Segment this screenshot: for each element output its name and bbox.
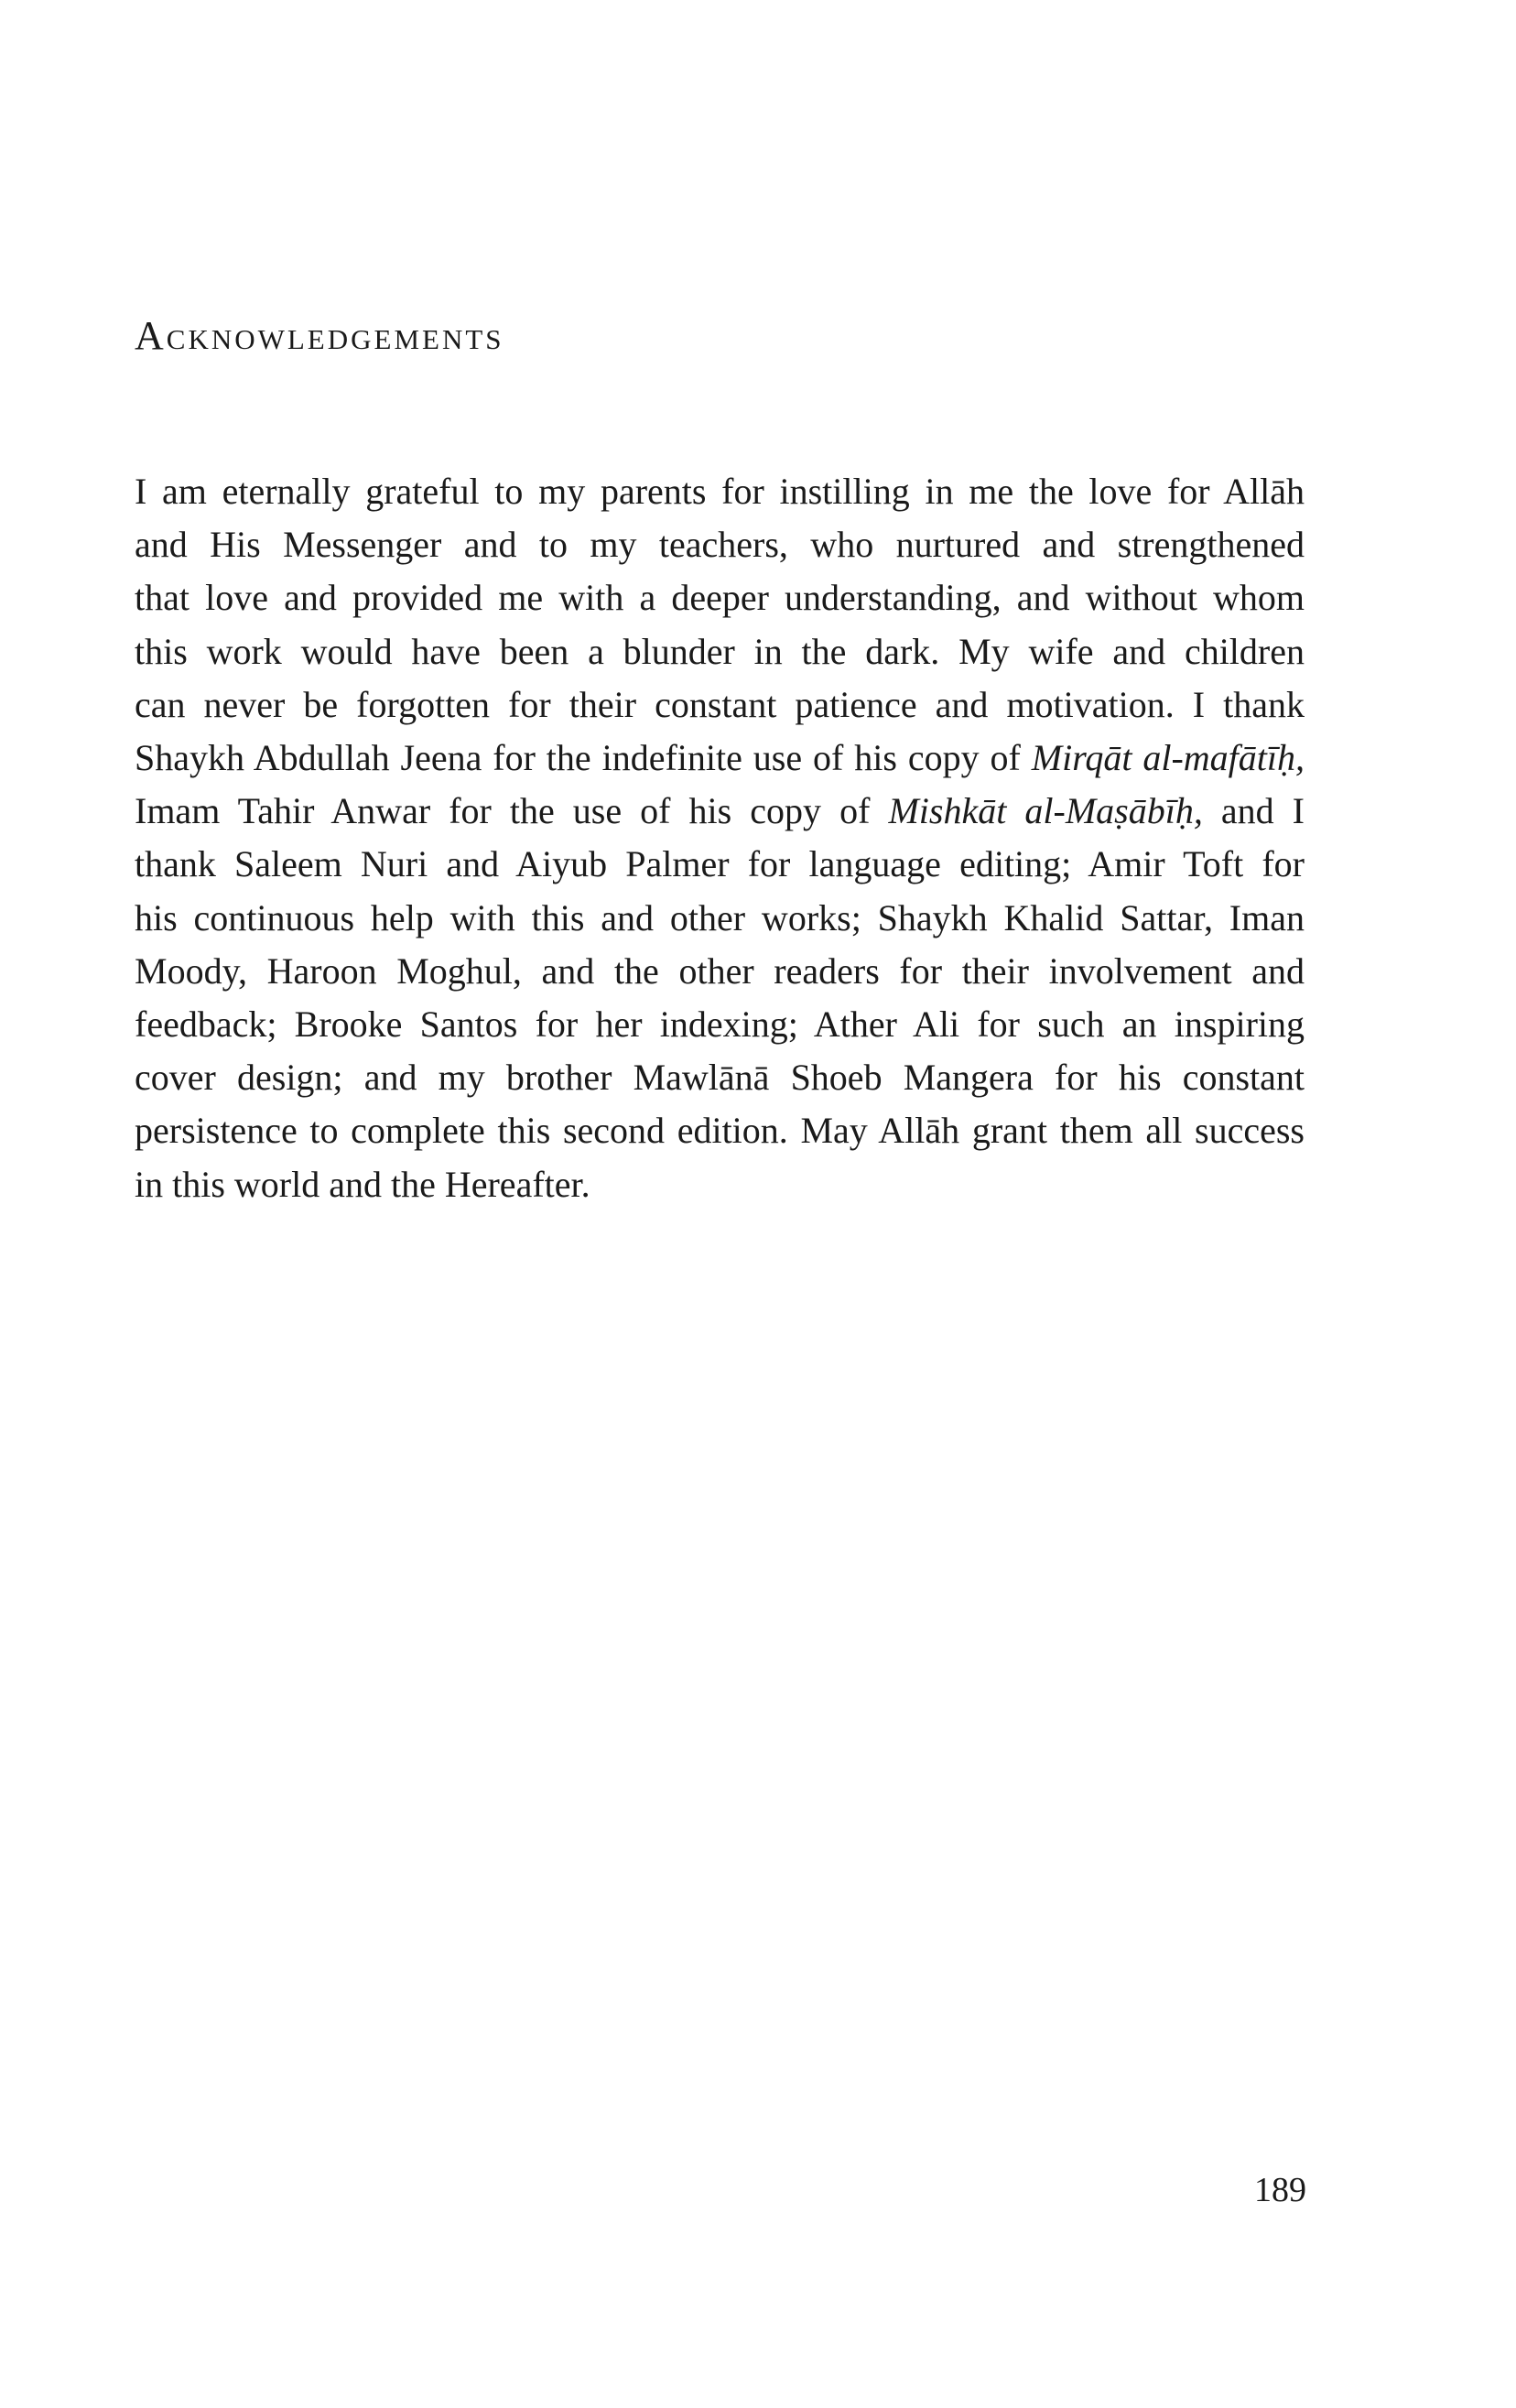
text-segment: Shaykh Abdullah Jeena for the indefinite use of his copy of	[135, 737, 1032, 779]
text-segment: in this world and the Hereafter.	[135, 1163, 590, 1205]
text-line	[135, 892, 1305, 945]
book-title-italic: Mishkāt al-Maṣābīḥ,	[888, 790, 1203, 832]
text-segment: persistence to complete this second edition. May Allāh grant them all success	[135, 1110, 1305, 1152]
text-line	[135, 945, 1305, 998]
text-segment: Moody, Haroon Moghul, and the other readers for their involvement and	[135, 949, 1305, 992]
text-line	[135, 678, 1305, 732]
text-line	[135, 1158, 1305, 1211]
text-segment: can never be forgotten for their constant patience and motivation. I thank	[135, 683, 1305, 725]
text-line	[135, 571, 1305, 624]
page-number: 189	[1254, 2171, 1306, 2209]
text-segment: feedback; Brooke Santos for her indexing; Ather Ali for such an inspiring	[135, 1003, 1305, 1046]
text-line	[135, 465, 1305, 518]
text-line	[135, 518, 1305, 571]
text-segment: Imam Tahir Anwar for the use of his copy of	[135, 790, 889, 832]
text-line	[135, 1104, 1305, 1157]
text-line	[135, 1051, 1305, 1104]
text-line	[135, 838, 1305, 891]
book-title-italic: Mirqāt al-mafātīḥ,	[1031, 737, 1305, 779]
text-line	[135, 732, 1305, 785]
text-segment: his continuous help with this and other works; Shaykh Khalid Sattar, Iman	[135, 896, 1305, 938]
text-line	[135, 998, 1305, 1051]
acknowledgements-paragraph	[135, 465, 1305, 1211]
text-segment: that love and provided me with a deeper understanding, and without whom	[135, 577, 1305, 619]
text-segment: and His Messenger and to my teachers, who nurtured and strengthened	[135, 524, 1305, 566]
section-heading: Acknowledgements	[135, 313, 504, 358]
text-segment: and I	[1202, 790, 1305, 832]
text-segment: thank Saleem Nuri and Aiyub Palmer for language editing; Amir Toft for	[135, 843, 1305, 885]
text-segment: I am eternally grateful to my parents for instilling in me the love for Allāh	[135, 471, 1305, 512]
text-line	[135, 625, 1305, 678]
text-segment: cover design; and my brother Mawlānā Shoeb Mangera for his constant	[135, 1057, 1305, 1099]
text-segment: this work would have been a blunder in the dark. My wife and children	[135, 630, 1305, 672]
text-line	[135, 785, 1305, 838]
